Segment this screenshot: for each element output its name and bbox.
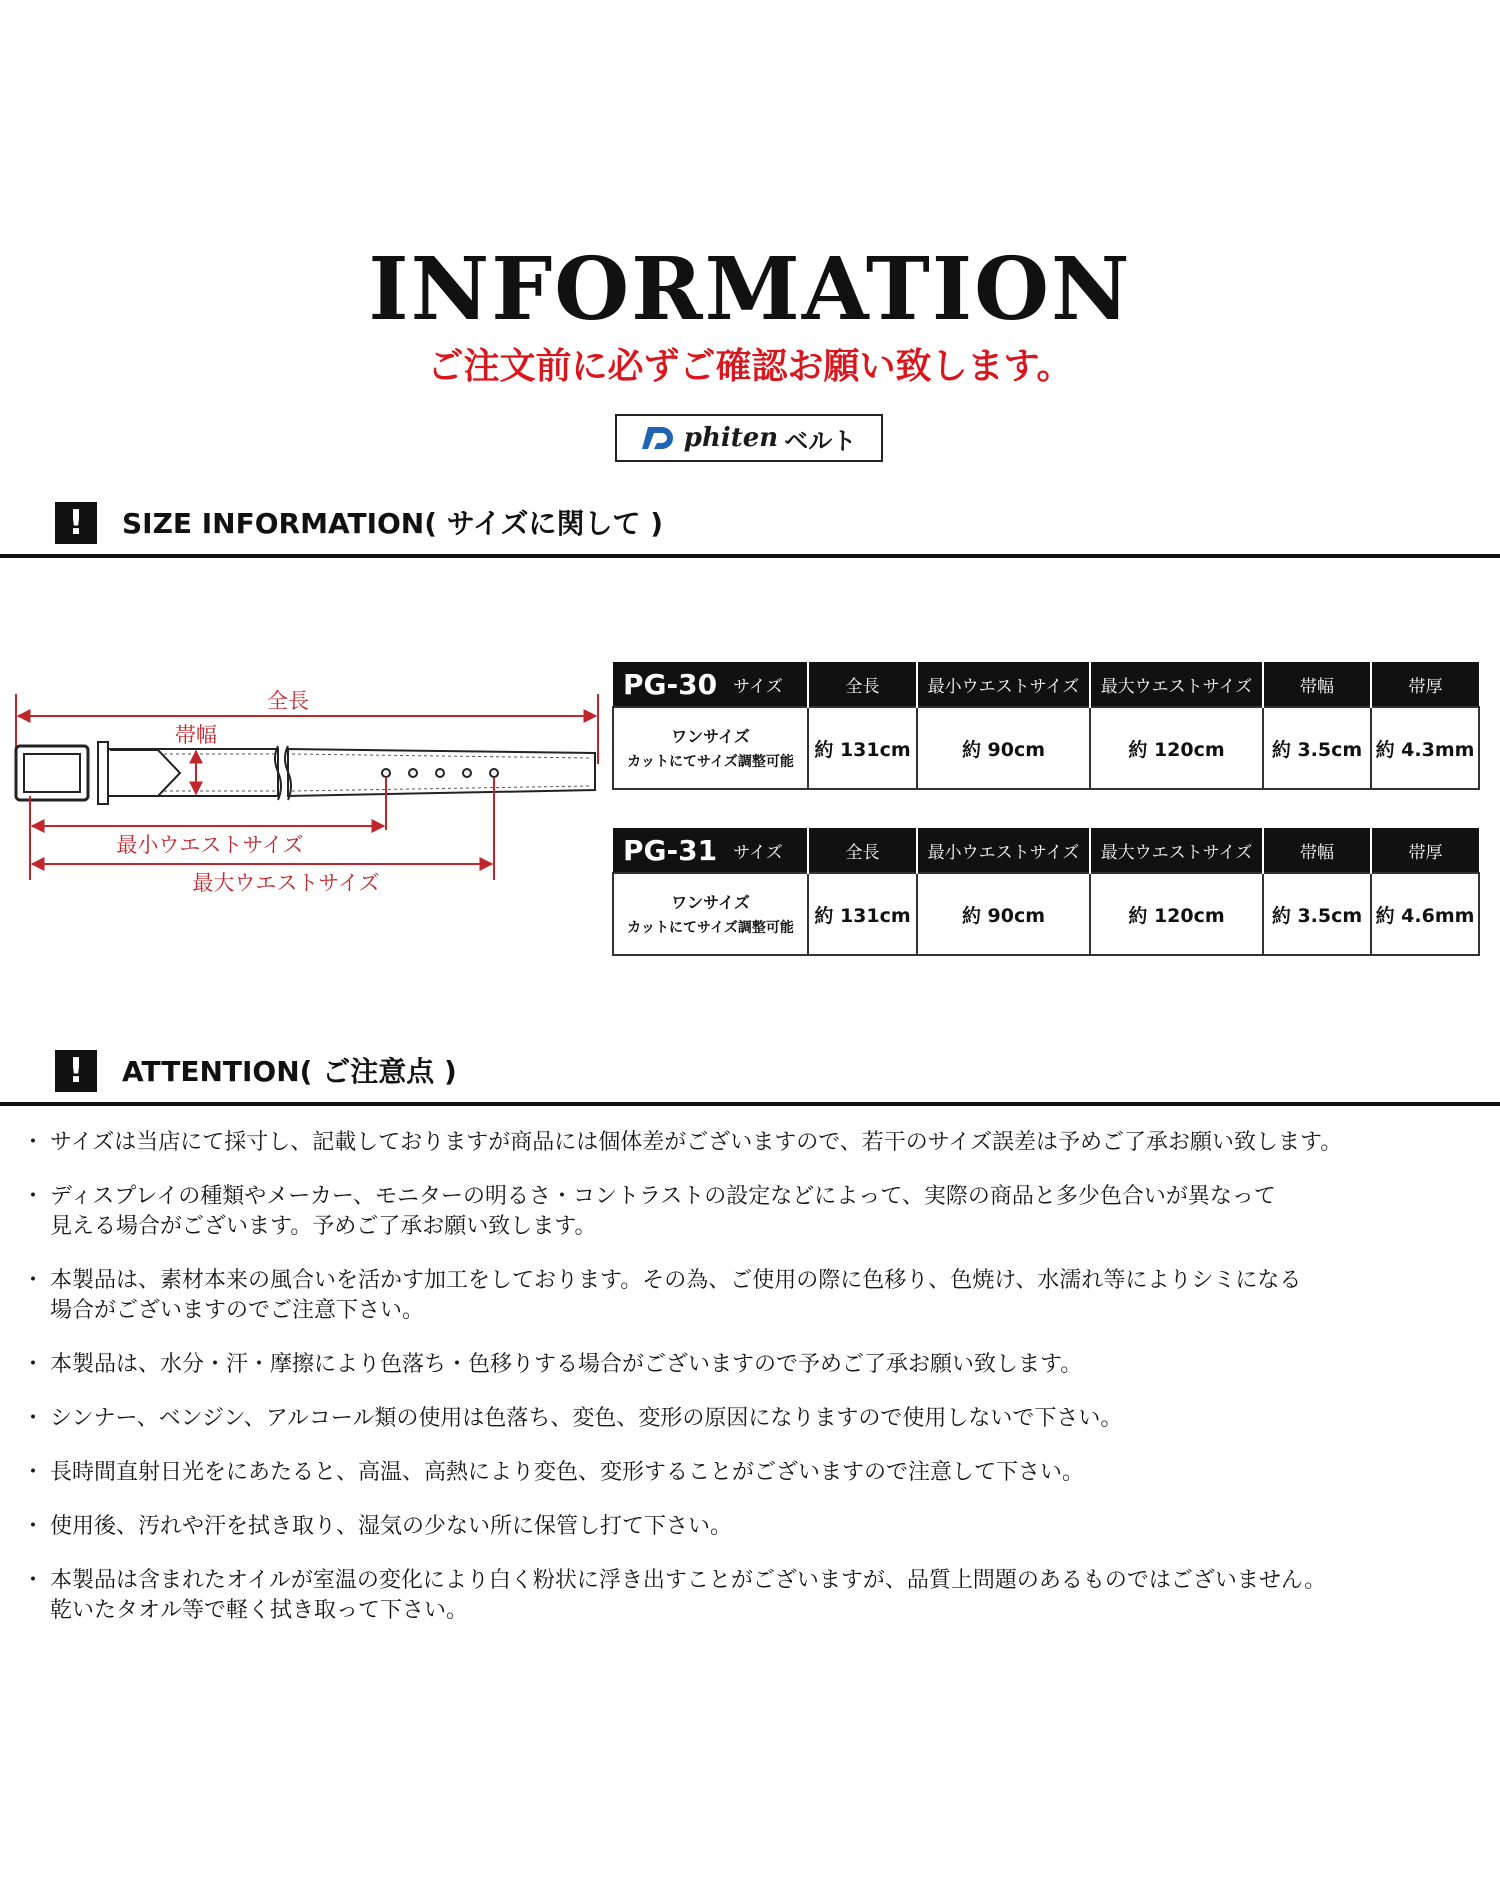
spec-table-pg31	[612, 828, 1480, 956]
brand-suffix: ベルト	[784, 426, 857, 455]
table-cell: 約 120cm	[1090, 873, 1263, 955]
item-text-continued: 場合がございますのでご注意下さい。	[50, 1298, 425, 1323]
size-note: カットにてサイズ調整可能	[627, 754, 794, 770]
table-cell: 約 120cm	[1090, 707, 1263, 789]
list-item	[28, 1404, 1468, 1434]
item-text-continued: 乾いたタオル等で軽く拭き取って下さい。	[50, 1598, 469, 1623]
notice-subtitle: ご注文前に必ずご確認お願い致します。	[427, 346, 1073, 387]
item-text: サイズは当店にて採寸し、記載しておりますが商品には個体差がございますので、若干のサイズ誤差は予めご了承お願い致します。	[50, 1130, 1343, 1155]
item-text-continued: 見える場合がございます。予めご了承お願い致します。	[50, 1214, 597, 1239]
list-item	[28, 1350, 1468, 1380]
list-item	[28, 1566, 1468, 1626]
table-cell: 約 90cm	[917, 873, 1090, 955]
exclamation-icon: !	[55, 502, 97, 544]
attention-list	[28, 1128, 1468, 1650]
brand-logo	[615, 414, 883, 462]
table-cell: 約 3.5cm	[1263, 873, 1371, 955]
model-name: PG-31	[623, 833, 718, 867]
table-cell: 約 131cm	[808, 873, 917, 955]
size-cell	[613, 707, 808, 789]
phiten-logo-icon	[642, 423, 678, 453]
section-divider	[0, 554, 1500, 558]
item-text: 長時間直射日光をにあたると、高温、高熱により変色、変形することがございますので注意して下さい。	[50, 1460, 1085, 1485]
table-row	[613, 707, 1479, 789]
list-item	[28, 1266, 1468, 1326]
page-title: INFORMATION	[368, 239, 1132, 340]
column-header: 最大ウエストサイズ	[1090, 662, 1263, 707]
table-cell: 約 3.5cm	[1263, 707, 1371, 789]
column-header: 帯厚	[1371, 662, 1479, 707]
column-header: 帯幅	[1263, 662, 1371, 707]
total-length-label: 全長	[267, 689, 309, 713]
model-name: PG-30	[623, 667, 718, 701]
size-cell	[613, 873, 808, 955]
size-section-title: SIZE INFORMATION( サイズに関して )	[122, 507, 664, 540]
spec-table-pg30	[612, 662, 1480, 790]
column-header: 最大ウエストサイズ	[1090, 828, 1263, 873]
column-header: 帯幅	[1263, 828, 1371, 873]
column-header: 帯厚	[1371, 828, 1479, 873]
list-item	[28, 1458, 1468, 1488]
table-header-row	[613, 828, 1479, 873]
item-text: ディスプレイの種類やメーカー、モニターの明るさ・コントラストの設定などによって、実際の商品と多少色合いが異なって	[50, 1184, 1276, 1209]
size-note: カットにてサイズ調整可能	[627, 920, 794, 936]
size-value: ワンサイズ	[671, 727, 750, 746]
column-header: 最小ウエストサイズ	[917, 662, 1090, 707]
list-item	[28, 1512, 1468, 1542]
table-row	[613, 873, 1479, 955]
attention-section-header	[0, 1050, 1500, 1110]
min-waist-label: 最小ウエストサイズ	[116, 833, 304, 857]
belt-width-label: 帯幅	[175, 723, 217, 747]
model-header	[613, 662, 808, 707]
size-section-header	[0, 502, 1500, 562]
size-label: サイズ	[733, 842, 783, 863]
size-value: ワンサイズ	[671, 893, 750, 912]
item-text: 本製品は含まれたオイルが室温の変化により白く粉状に浮き出すことがございますが、品質上問題のあるものではございません。	[50, 1568, 1327, 1593]
column-header: 全長	[808, 828, 917, 873]
item-text: 本製品は、水分・汗・摩擦により色落ち・色移りする場合がございますので予めご了承お願い致します。	[50, 1352, 1083, 1377]
size-label: サイズ	[733, 676, 783, 697]
column-header: 全長	[808, 662, 917, 707]
item-text: シンナー、ベンジン、アルコール類の使用は色落ち、変色、変形の原因になりますので使用しないで下さい。	[50, 1406, 1123, 1431]
attention-section-title: ATTENTION( ご注意点 )	[122, 1055, 457, 1088]
model-header	[613, 828, 808, 873]
max-waist-label: 最大ウエストサイズ	[192, 871, 380, 895]
section-divider	[0, 1102, 1500, 1106]
table-cell: 約 4.3mm	[1371, 707, 1479, 789]
list-item	[28, 1182, 1468, 1242]
column-header: 最小ウエストサイズ	[917, 828, 1090, 873]
list-item	[28, 1128, 1468, 1158]
table-cell: 約 90cm	[917, 707, 1090, 789]
item-text: 使用後、汚れや汗を拭き取り、湿気の少ない所に保管し打て下さい。	[50, 1514, 733, 1539]
exclamation-icon: !	[55, 1050, 97, 1092]
table-cell: 約 4.6mm	[1371, 873, 1479, 955]
item-text: 本製品は、素材本来の風合いを活かす加工をしております。その為、ご使用の際に色移り、色焼け、水濡れ等によりシミになる	[50, 1268, 1302, 1293]
belt-diagram	[10, 680, 610, 900]
table-cell: 約 131cm	[808, 707, 917, 789]
table-header-row	[613, 662, 1479, 707]
brand-name: phiten	[683, 423, 779, 453]
